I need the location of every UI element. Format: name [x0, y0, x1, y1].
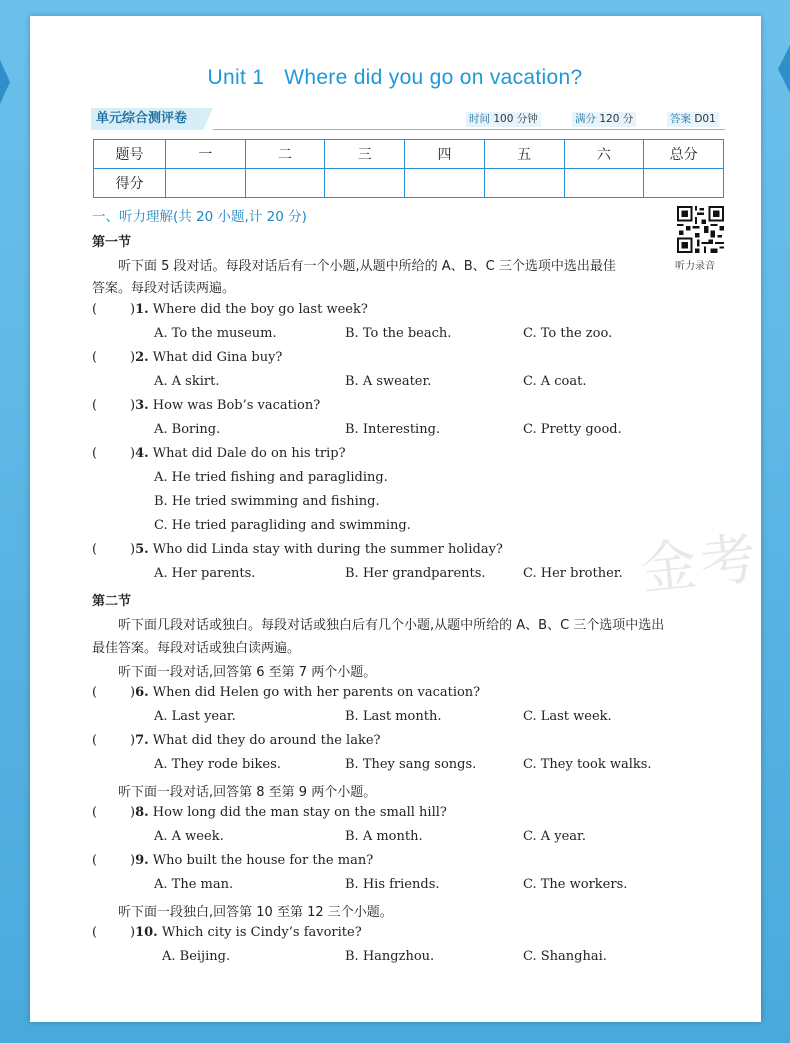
- qr-code-icon[interactable]: [677, 206, 724, 253]
- part2-instruction: 听下面几段对话或独白。每段对话或独白后有几个小题,从题中所给的 A、B、C 三个选项中选出: [118, 618, 665, 633]
- full-score-label: 满分: [575, 113, 596, 125]
- answer-blank-open: (: [92, 805, 98, 820]
- answer-blank-close: ): [130, 925, 136, 940]
- question-text: Who built the house for the man?: [152, 853, 374, 868]
- part1-instruction: 听下面 5 段对话。每段对话后有一个小题,从题中所给的 A、B、C 三个选项中选出最佳: [118, 259, 616, 274]
- option-a[interactable]: A. A week.: [154, 829, 224, 844]
- score-cell[interactable]: [405, 169, 485, 198]
- answer-blank-close: ): [130, 733, 136, 748]
- option-b[interactable]: B. A sweater.: [345, 374, 432, 389]
- question-text: How was Bob’s vacation?: [152, 398, 321, 413]
- option-b[interactable]: B. He tried swimming and fishing.: [154, 494, 380, 509]
- unit-label: Unit 1: [207, 66, 265, 89]
- question-10: [130, 925, 362, 940]
- answer-blank-open: (: [92, 542, 98, 557]
- option-b[interactable]: B. His friends.: [345, 877, 440, 892]
- score-cell[interactable]: [484, 169, 564, 198]
- answer-label: 答案: [670, 113, 691, 125]
- sub-instruction-1: 听下面一段对话,回答第 6 至第 7 两个小题。: [118, 665, 377, 680]
- question-6: [130, 685, 480, 700]
- score-table-score-row: [94, 169, 724, 198]
- answer-blank-open: (: [92, 446, 98, 461]
- question-1: [130, 302, 368, 317]
- question-text: Which city is Cindy’s favorite?: [161, 925, 362, 940]
- question-number: 2.: [135, 350, 149, 365]
- question-number: 4.: [135, 446, 149, 461]
- question-number-label: 题号: [94, 140, 166, 169]
- option-a[interactable]: A. A skirt.: [154, 374, 220, 389]
- option-a[interactable]: A. Last year.: [154, 709, 236, 724]
- score-col-4: 四: [405, 140, 485, 169]
- answer-blank-close: ): [130, 398, 136, 413]
- question-8: [130, 805, 447, 820]
- question-number: 3.: [135, 398, 149, 413]
- question-5: [130, 542, 503, 557]
- question-7: [130, 733, 380, 748]
- part2-instruction-cont: 最佳答案。每段对话或独白读两遍。: [92, 641, 301, 656]
- time-label: 时间: [469, 113, 490, 125]
- question-number: 8.: [135, 805, 149, 820]
- question-3: [130, 398, 320, 413]
- option-b[interactable]: B. A month.: [345, 829, 423, 844]
- sub-instruction-3: 听下面一段独白,回答第 10 至第 12 三个小题。: [118, 905, 393, 920]
- answer-blank-close: ): [130, 446, 136, 461]
- banner-name: 单元综合测评卷: [91, 108, 203, 130]
- score-cell[interactable]: [245, 169, 325, 198]
- option-c[interactable]: C. Her brother.: [523, 566, 623, 581]
- part1-instruction-cont: 答案。每段对话读两遍。: [92, 281, 236, 296]
- option-c[interactable]: C. Shanghai.: [523, 949, 607, 964]
- option-a[interactable]: A. They rode bikes.: [154, 757, 281, 772]
- question-text: What did they do around the lake?: [152, 733, 381, 748]
- option-b[interactable]: B. Her grandparents.: [345, 566, 486, 581]
- answer-blank-open: (: [92, 853, 98, 868]
- score-col-6: 六: [564, 140, 644, 169]
- option-a[interactable]: A. Her parents.: [154, 566, 256, 581]
- answer-blank-open: (: [92, 733, 98, 748]
- question-number: 9.: [135, 853, 149, 868]
- option-b[interactable]: B. Interesting.: [345, 422, 441, 437]
- answer-blank-close: ): [130, 805, 136, 820]
- answer-blank-open: (: [92, 398, 98, 413]
- unit-title: Where did you go on vacation?: [284, 66, 583, 89]
- page-title: [0, 66, 790, 90]
- answer-blank-close: ): [130, 350, 136, 365]
- answer-blank-open: (: [92, 685, 98, 700]
- option-b[interactable]: B. Hangzhou.: [345, 949, 435, 964]
- question-number: 1.: [135, 302, 149, 317]
- answer-chip: [667, 112, 719, 127]
- question-2: [130, 350, 282, 365]
- score-col-3: 三: [325, 140, 405, 169]
- option-c[interactable]: C. To the zoo.: [523, 326, 613, 341]
- answer-blank-close: ): [130, 853, 136, 868]
- full-score-value: 120 分: [599, 113, 634, 125]
- score-col-2: 二: [245, 140, 325, 169]
- answer-blank-close: ): [130, 542, 136, 557]
- score-cell[interactable]: [166, 169, 246, 198]
- banner-slant: [203, 108, 213, 130]
- option-c[interactable]: C. They took walks.: [523, 757, 652, 772]
- question-number: 5.: [135, 542, 149, 557]
- option-c[interactable]: C. Last week.: [523, 709, 612, 724]
- part2-title: 第二节: [92, 594, 132, 609]
- option-a[interactable]: A. The man.: [154, 877, 234, 892]
- answer-blank-open: (: [92, 302, 98, 317]
- option-b[interactable]: B. Last month.: [345, 709, 442, 724]
- option-b[interactable]: B. To the beach.: [345, 326, 452, 341]
- score-table-header-row: [94, 140, 724, 169]
- answer-blank-open: (: [92, 350, 98, 365]
- test-banner: [91, 108, 725, 130]
- score-cell[interactable]: [564, 169, 644, 198]
- option-c[interactable]: C. He tried paragliding and swimming.: [154, 518, 411, 533]
- score-label: 得分: [94, 169, 166, 198]
- watermark: 金考: [637, 525, 764, 604]
- option-b[interactable]: B. They sang songs.: [345, 757, 477, 772]
- score-cell[interactable]: [644, 169, 724, 198]
- score-col-1: 一: [166, 140, 246, 169]
- qr-label: 听力录音: [675, 261, 715, 272]
- question-text: What did Gina buy?: [152, 350, 283, 365]
- option-c[interactable]: C. The workers.: [523, 877, 628, 892]
- option-a[interactable]: A. He tried fishing and paragliding.: [154, 470, 388, 485]
- score-chip: [572, 112, 636, 127]
- question-number: 6.: [135, 685, 149, 700]
- score-col-5: 五: [484, 140, 564, 169]
- option-c[interactable]: C. A year.: [523, 829, 586, 844]
- question-text: What did Dale do on his trip?: [152, 446, 346, 461]
- question-number: 10.: [135, 925, 158, 940]
- option-a[interactable]: A. Boring.: [154, 422, 221, 437]
- question-text: How long did the man stay on the small hill?: [152, 805, 447, 820]
- answer-blank-open: (: [92, 925, 98, 940]
- option-c[interactable]: C. A coat.: [523, 374, 587, 389]
- part1-title: 第一节: [92, 235, 132, 250]
- question-9: [130, 853, 373, 868]
- section-heading: 一、听力理解(共 20 小题,计 20 分): [92, 209, 307, 225]
- sub-instruction-2: 听下面一段对话,回答第 8 至第 9 两个小题。: [118, 785, 377, 800]
- time-value: 100 分钟: [493, 113, 538, 125]
- option-a[interactable]: A. Beijing.: [162, 949, 231, 964]
- question-4: [130, 446, 346, 461]
- time-chip: [466, 112, 541, 127]
- question-text: Where did the boy go last week?: [152, 302, 368, 317]
- score-table: [93, 139, 724, 198]
- option-c[interactable]: C. Pretty good.: [523, 422, 622, 437]
- banner-divider: [213, 129, 725, 130]
- answer-value: D01: [694, 113, 716, 125]
- question-number: 7.: [135, 733, 149, 748]
- question-text: Who did Linda stay with during the summer holiday?: [152, 542, 503, 557]
- option-a[interactable]: A. To the museum.: [154, 326, 277, 341]
- answer-blank-close: ): [130, 685, 136, 700]
- answer-blank-close: ): [130, 302, 136, 317]
- question-text: When did Helen go with her parents on vacation?: [152, 685, 481, 700]
- score-cell[interactable]: [325, 169, 405, 198]
- score-col-total: 总分: [644, 140, 724, 169]
